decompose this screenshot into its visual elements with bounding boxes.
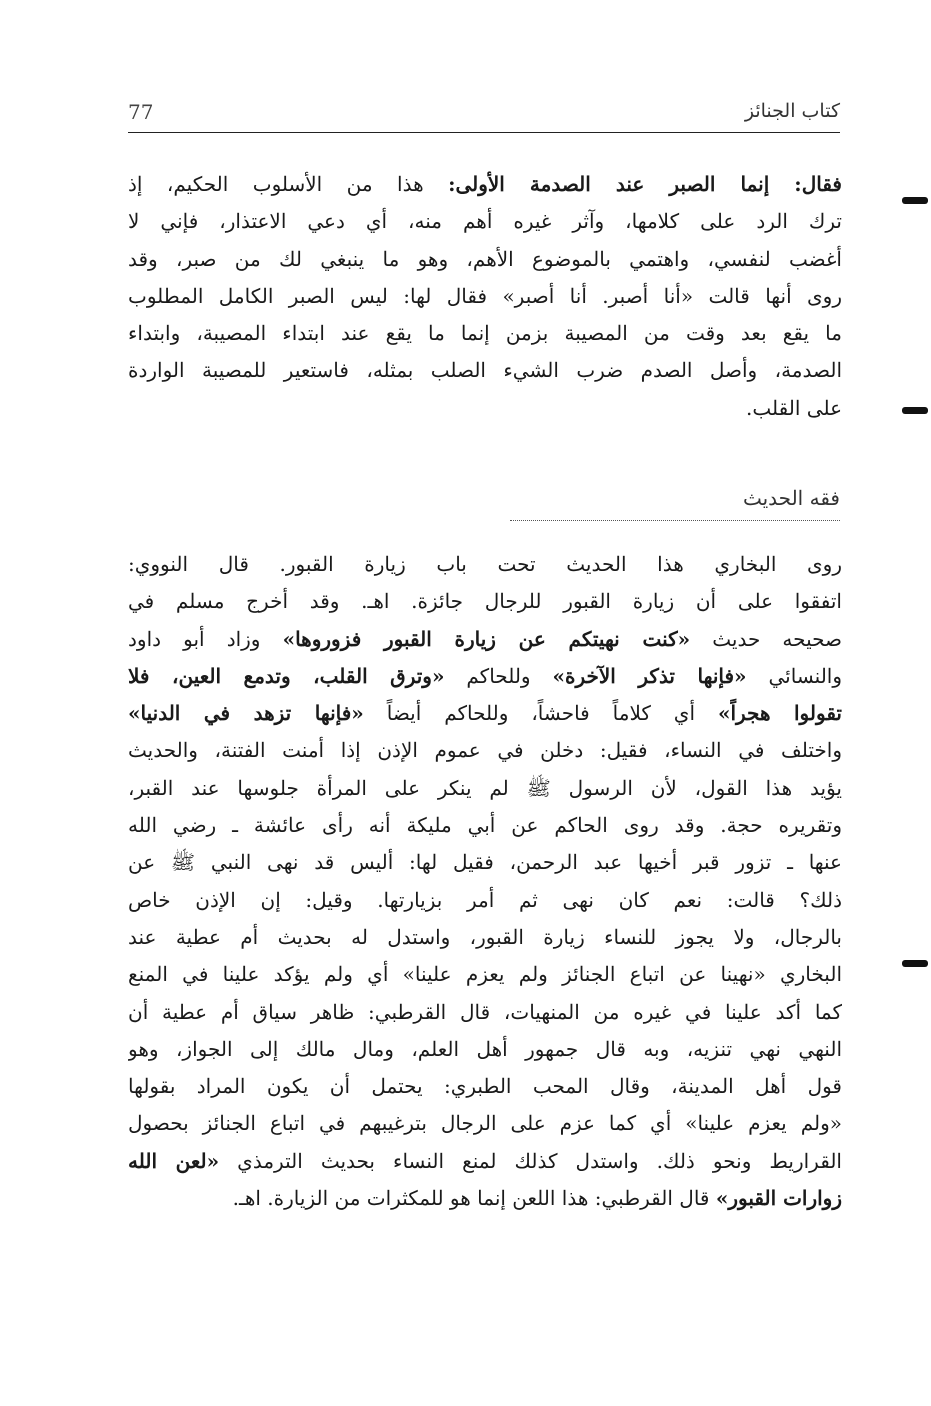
text-line xyxy=(128,352,842,389)
text-run: قال القرطبي: هذا اللعن إنما هو للمكثرات من الزيارة. اهـ. xyxy=(232,1186,716,1211)
paragraph-explanation xyxy=(128,166,842,427)
text-run: عنها ـ تزور قبر أخيها عبد الرحمن، فقيل لها: أليس قد نهى النبي ﷺ عن xyxy=(128,850,842,875)
margin-mark xyxy=(902,197,928,204)
text-line xyxy=(128,844,842,881)
text-run: يؤيد هذا القول، لأن الرسول ﷺ لم ينكر على المرأة جلوسها عند القبر، xyxy=(128,775,842,800)
text-run: صحيحه حديث xyxy=(690,626,842,651)
text-run: وتقريره حجة. وقد روى الحاكم عن أبي مليكة أنه رأى عائشة ـ رضي الله xyxy=(128,813,842,838)
section-title: فقه الحديث xyxy=(742,486,840,510)
text-line xyxy=(128,695,842,732)
text-run: القراريط ونحو ذلك. واستدل كذلك لمنع النساء بحديث الترمذي xyxy=(219,1148,842,1173)
paragraph-fiqh xyxy=(128,546,842,1217)
margin-mark xyxy=(902,960,928,967)
bold-phrase: «فإنها تزهد في الدنيا» xyxy=(128,701,364,726)
text-run: أي كلاماً فاحشاً، وللحاكم أيضاً xyxy=(363,701,718,726)
text-run: اتفقوا على أن زيارة القبور للرجال جائزة. اهـ. وقد أخرج مسلم في xyxy=(128,589,842,614)
text-run: واختلف في النساء، فقيل: دخلن في عموم الإذن إذا أمنت الفتنة، والحديث xyxy=(128,738,842,763)
running-title: كتاب الجنائز xyxy=(744,100,840,122)
text-run: بالرجال، ولا يجوز للنساء زيارة القبور، واستدل له بحديث أم عطية عند xyxy=(128,924,842,949)
text-run: كما أكد علينا في غيره من المنهيات، قال القرطبي: ظاهر سياق أم عطية أن xyxy=(128,999,842,1024)
bold-phrase: زوارات القبور» xyxy=(715,1186,842,1211)
bold-phrase: «لعن الله xyxy=(128,1148,220,1173)
text-line xyxy=(128,315,842,352)
text-line xyxy=(128,203,842,240)
text-line xyxy=(128,807,842,844)
text-run: قول أهل المدينة، وقال المحب الطبري: يحتمل أن يكون المراد بقولها xyxy=(128,1074,842,1099)
bold-phrase: «وترق القلب، وتدمع العين، فلا xyxy=(128,663,445,688)
text-run: ذلك؟ قالت: نعم كان نهى ثم أمر بزيارتها. وقيل: إن الإذن خاص xyxy=(128,887,842,912)
text-line xyxy=(128,1031,842,1068)
text-line xyxy=(128,546,842,583)
page-header xyxy=(128,98,840,133)
text-line xyxy=(128,1068,842,1105)
text-run: وزاد أبو داود xyxy=(128,626,283,651)
text-line xyxy=(128,732,842,769)
text-line xyxy=(128,583,842,620)
text-run: روى البخاري هذا الحديث تحت باب زيارة القبور. قال النووي: xyxy=(128,552,842,576)
text-run: ما يقع بعد وقت من المصيبة بزمن إنما ما يقع عند ابتداء المصيبة، وابتداء xyxy=(128,321,842,346)
text-line xyxy=(128,658,842,695)
text-run: البخاري «نهينا عن اتباع الجنائز ولم يعزم علينا» أي ولم يؤكد علينا في المنع xyxy=(128,962,842,987)
bold-phrase: «كنت نهيتكم عن زيارة القبور فزوروها» xyxy=(282,626,691,651)
text-run: النهي نهي تنزيه، وبه قال جمهور أهل العلم، ومال مالك إلى الجواز، وهو xyxy=(128,1036,842,1061)
text-run: وللحاكم xyxy=(444,663,553,688)
text-line xyxy=(128,278,842,315)
text-line xyxy=(128,919,842,956)
text-line xyxy=(128,1180,842,1217)
text-run: روى أنها قالت «أنا أصبر. أنا أصبر» فقال لها: ليس الصبر الكامل المطلوب xyxy=(128,283,842,308)
text-run: «ولم يعزم علينا» أي كما عزم على الرجال بترغيبهم في اتباع الجنائز بحصول xyxy=(128,1111,842,1136)
bold-phrase: تقولوا هجراً» xyxy=(717,701,842,726)
text-run: الصدمة، وأصل الصدم ضرب الشيء الصلب بمثله، فاستعير للمصيبة الواردة xyxy=(128,358,842,383)
text-run: هذا من الأسلوب الحكيم، إذ xyxy=(128,172,449,196)
page-number: 77 xyxy=(128,100,154,124)
text-line xyxy=(128,956,842,993)
text-line xyxy=(128,166,842,203)
text-line xyxy=(128,770,842,807)
text-run: أغضب لنفسي، واهتمي بالموضوع الأهم، وهو ما ينبغي لك من صبر، وقد xyxy=(128,246,842,271)
text-line xyxy=(128,241,842,278)
text-line xyxy=(128,390,842,427)
text-line xyxy=(128,621,842,658)
bold-phrase: فقال: إنما الصبر عند الصدمة الأولى: xyxy=(448,172,842,196)
text-run: والنسائي xyxy=(746,663,842,688)
margin-mark xyxy=(902,407,928,414)
section-divider xyxy=(510,520,840,521)
text-run: ترك الرد على كلامها، وآثر غيره أهم منه، أي دعي الاعتذار، فإني لا xyxy=(128,209,842,234)
text-line xyxy=(128,882,842,919)
text-line xyxy=(128,994,842,1031)
text-line xyxy=(128,1105,842,1142)
text-run: على القلب. xyxy=(746,395,842,420)
bold-phrase: «فإنها تذكر الآخرة» xyxy=(552,663,747,688)
text-line xyxy=(128,1143,842,1180)
